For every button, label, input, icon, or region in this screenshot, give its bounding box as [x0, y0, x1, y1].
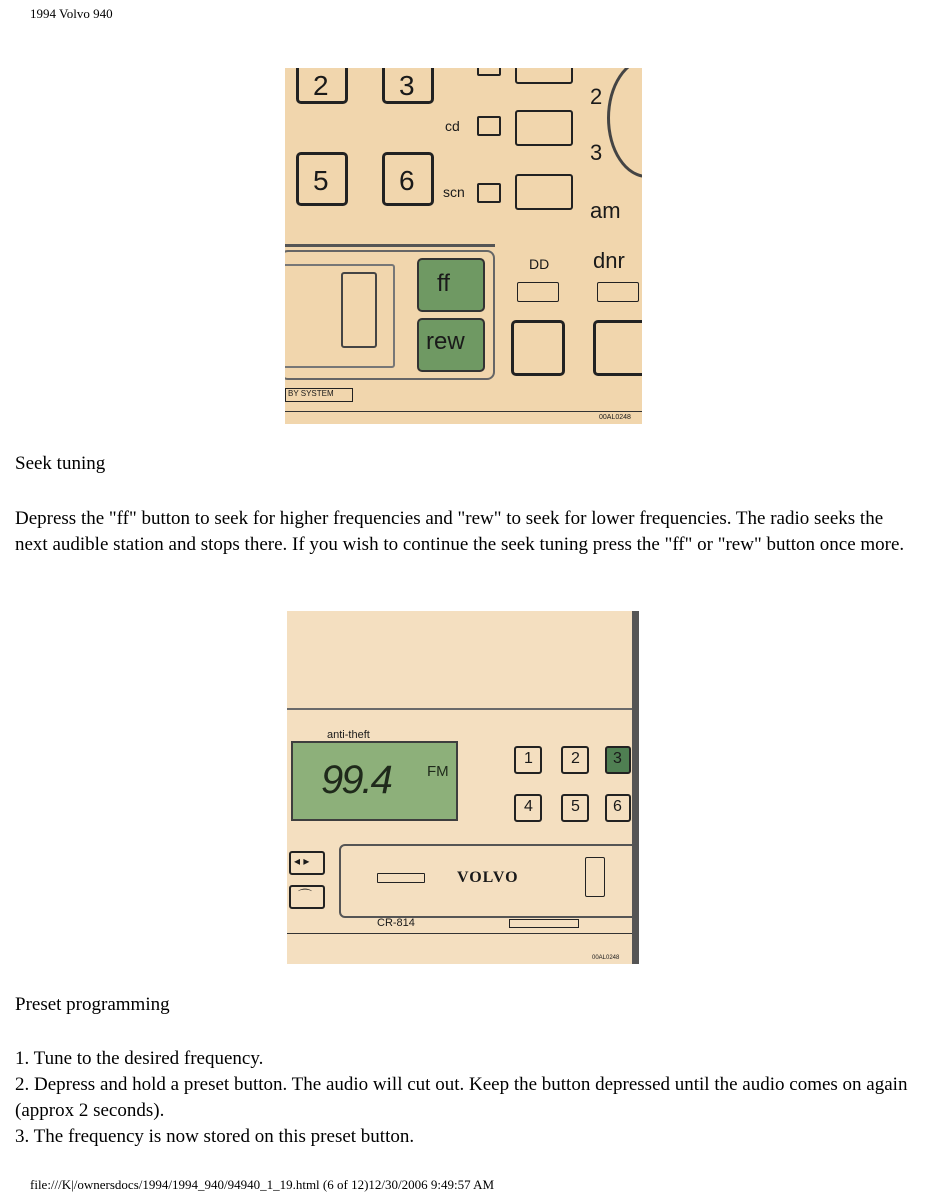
preset-2-label: 2 [571, 750, 580, 767]
knob-digit-3: 3 [590, 140, 603, 165]
preset-5-label: 5 [313, 165, 329, 196]
page-header: 1994 Volvo 940 [30, 6, 113, 21]
volvo-brand: VOLVO [457, 869, 519, 886]
dolby-button [511, 320, 565, 376]
bottom-edge-line [285, 411, 642, 412]
preset-step-1: 1. Tune to the desired frequency. [15, 1048, 264, 1069]
preset-3-label: 3 [613, 750, 622, 767]
faceplate-bottom-line [287, 933, 632, 934]
preset-6-label: 6 [613, 798, 622, 815]
cd-button [515, 110, 573, 146]
model-plate [509, 919, 579, 928]
preset-3-label: 3 [399, 70, 415, 101]
cassette-eject [585, 857, 605, 897]
top-small-indicator [477, 68, 501, 76]
radio-seek-illustration [285, 68, 642, 424]
preset-2-label: 2 [313, 70, 329, 101]
dnr-label: dnr [593, 248, 625, 273]
preset-1-label: 1 [524, 750, 533, 767]
dnr-button [593, 320, 642, 376]
dnr-indicator [597, 282, 639, 302]
knob-digit-2: 2 [590, 84, 603, 109]
seek-tuning-body: Depress the "ff" button to seek for higher frequencies and "rew" to seek for lower frequencies. The radio seeks the next audible station and stops there. If you wish to continue the seek tuning press the "ff" or "rew" button once more. [15, 508, 905, 555]
cd-indicator [477, 116, 501, 136]
ff-label: ff [437, 270, 450, 297]
preset-step-2: 2. Depress and hold a preset button. The audio will cut out. Keep the button depressed until the audio comes on again (approx 2 seconds). [15, 1074, 908, 1121]
rew-label: rew [426, 328, 465, 355]
scn-button [515, 174, 573, 210]
scn-indicator [477, 183, 501, 203]
model-label: CR-814 [377, 917, 415, 929]
band-label: FM [427, 763, 449, 780]
cassette-eject-slot [341, 272, 377, 348]
faceplate-top-line [287, 708, 632, 710]
top-rect-button [515, 68, 573, 84]
faceplate-divider [285, 244, 495, 247]
tuning-knob [607, 68, 642, 178]
anti-theft-label: anti-theft [327, 729, 370, 741]
ff-button [417, 258, 485, 312]
cd-label: cd [445, 118, 460, 134]
dolby-symbol: DD [529, 256, 550, 272]
figure2-code: 00AL0248 [592, 955, 620, 961]
preset-4-label: 4 [524, 798, 533, 815]
preset-programming-heading: Preset programming [15, 994, 170, 1015]
figure1-code: 00AL0248 [599, 414, 631, 421]
loudness-curve-icon: ⌒ [298, 888, 312, 904]
balance-arrows-icon: ◂ ▸ [294, 854, 310, 868]
scn-label: scn [443, 184, 465, 200]
am-label: am [590, 198, 621, 223]
preset-step-3: 3. The frequency is now stored on this preset button. [15, 1126, 415, 1147]
frequency-value: 99.4 [321, 758, 391, 802]
preset-6-label: 6 [399, 165, 415, 196]
page-footer: file:///K|/ownersdocs/1994/1994_940/94940_1_19.html (6 of 12)12/30/2006 9:49:57 AM [30, 1177, 495, 1192]
radio-display-illustration [287, 611, 639, 964]
cassette-door [285, 264, 395, 368]
dolby-indicator [517, 282, 559, 302]
preset-5-label: 5 [571, 798, 580, 815]
seek-tuning-heading: Seek tuning [15, 453, 106, 474]
cassette-slot [377, 873, 425, 883]
system-label: BY SYSTEM [288, 389, 334, 398]
